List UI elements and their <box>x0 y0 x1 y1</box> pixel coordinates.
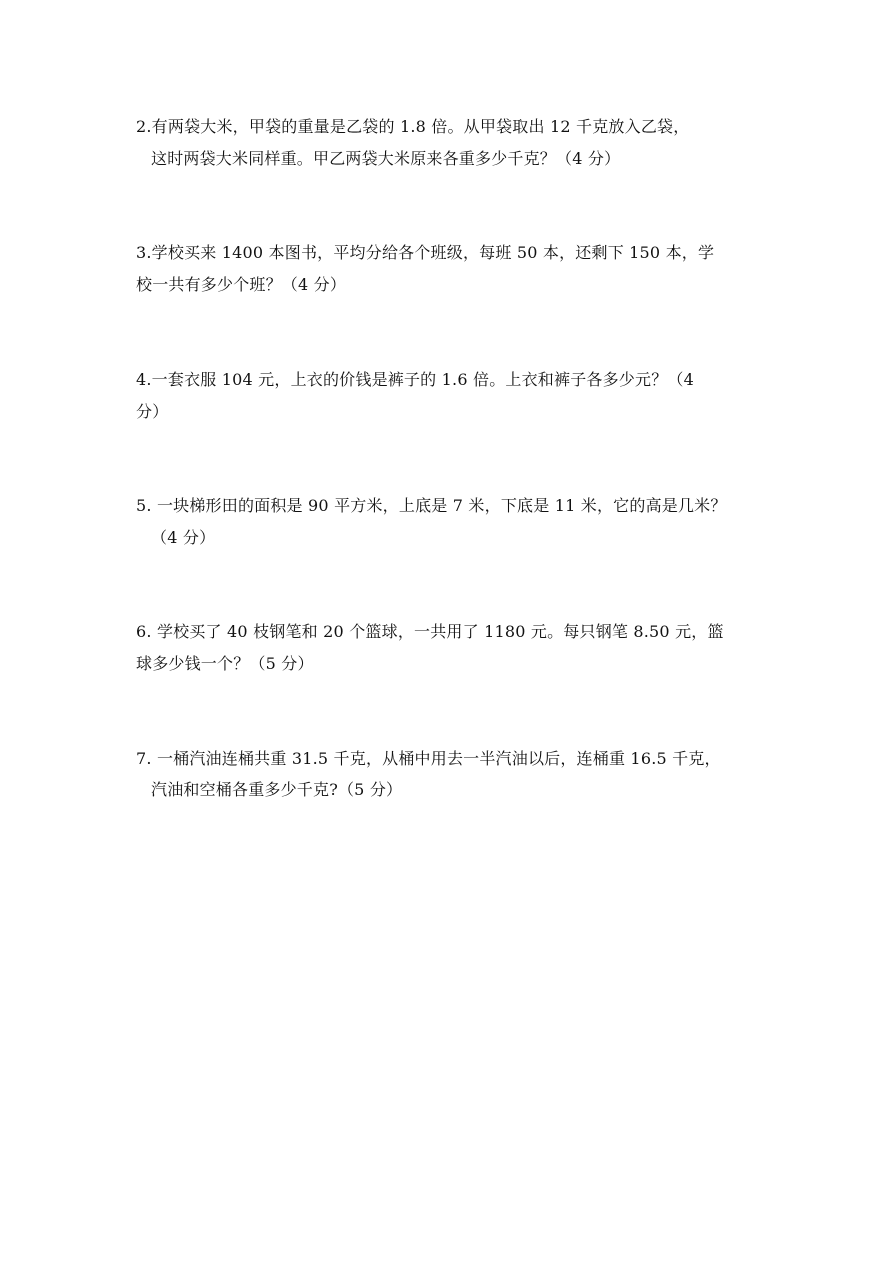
question-5-line-1: 5. 一块梯形田的面积是 90 平方米，上底是 7 米，下底是 11 米，它的高是几米？ <box>136 496 727 515</box>
question-3-line-2: 校一共有多少个班？（4 分） <box>136 275 347 294</box>
question-4-line-2: 分） <box>136 402 169 421</box>
question-5-line-2: （4 分） <box>151 528 216 547</box>
question-2-line-1: 2.有两袋大米，甲袋的重量是乙袋的 1.8 倍。从甲袋取出 12 千克放入乙袋， <box>136 117 690 136</box>
question-4-line-1: 4.一套衣服 104 元，上衣的价钱是裤子的 1.6 倍。上衣和裤子各多少元？（4 <box>136 370 694 389</box>
question-2-line-2: 这时两袋大米同样重。甲乙两袋大米原来各重多少千克？（4 分） <box>151 149 621 168</box>
question-7-line-1: 7. 一桶汽油连桶共重 31.5 千克，从桶中用去一半汽油以后，连桶重 16.5 千克， <box>136 749 721 768</box>
question-6-line-1: 6. 学校买了 40 枝钢笔和 20 个篮球，一共用了 1180 元。每只钢笔 8.50 元，篮 <box>136 622 724 641</box>
question-7-line-2: 汽油和空桶各重多少千克?（5 分） <box>151 780 403 799</box>
question-6-line-2: 球多少钱一个？（5 分） <box>136 654 314 673</box>
question-3-line-1: 3.学校买来 1400 本图书，平均分给各个班级，每班 50 本，还剩下 150 本，学 <box>136 243 715 262</box>
